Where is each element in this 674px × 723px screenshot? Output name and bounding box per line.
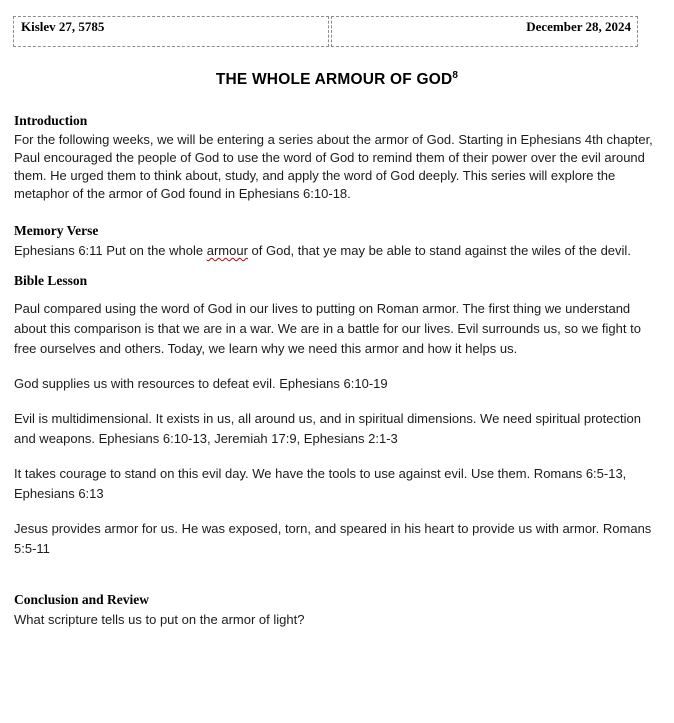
section-heading-conclusion: Conclusion and Review: [14, 592, 150, 607]
header-cell-hebrew-date: [13, 16, 329, 47]
header-cell-gregorian-date: [331, 16, 638, 47]
memory-verse-prefix: Ephesians 6:11 Put on the whole: [14, 243, 207, 258]
date-header-table: [13, 16, 638, 47]
bible-lesson-paragraph-3: Evil is multidimensional. It exists in us, all around us, and in spiritual dimensions. We need spiritual protection and weapons. Ephesians 6:10-13, Jeremiah 17:9, Ephesians 2:1-3: [14, 411, 641, 446]
document-title-text: THE WHOLE ARMOUR OF GOD: [215, 71, 453, 88]
bible-lesson-paragraph-1: Paul compared using the word of God in our lives to putting on Roman armor. The first thing we understand about this comparison is that we are in a war. We are in a battle for our lives. Evil surrounds us, so we fight to free ourselves and others. Today, we learn why we need this armor and how it helps us.: [14, 301, 641, 356]
introduction-paragraph: For the following weeks, we will be entering a series about the armor of God. Starting in Ephesians 4th chapter, Paul encouraged the people of God to use the word of God to remind them of their power over the evil around them. He urged them to think about, study, and apply the word of God deeply. This series will explore the metaphor of the armor of God found in Ephesians 6:10-18.: [14, 132, 653, 201]
bible-lesson-paragraph-5: Jesus provides armor for us. He was exposed, torn, and speared in his heart to provide us with armor. Romans 5:5-11: [14, 521, 652, 556]
memory-verse-suffix: of God, that ye may be able to stand against the wiles of the devil.: [247, 243, 631, 258]
bible-lesson-paragraph-2: God supplies us with resources to defeat evil. Ephesians 6:10-19: [14, 376, 388, 391]
footnote-marker: 8: [452, 69, 459, 81]
section-heading-memory-verse: Memory Verse: [14, 223, 99, 238]
section-heading-bible-lesson: Bible Lesson: [14, 273, 88, 288]
document-title: [0, 70, 674, 89]
misspelled-word[interactable]: armour: [206, 243, 248, 258]
hebrew-date: Kislev 27, 5785: [21, 19, 105, 34]
memory-verse-paragraph: [14, 240, 662, 261]
conclusion-question: What scripture tells us to put on the armor of light?: [14, 612, 305, 627]
bible-lesson-paragraph-4: It takes courage to stand on this evil day. We have the tools to use against evil. Use them. Romans 6:5-13, Ephesians 6:13: [14, 466, 627, 501]
section-memory-verse: [14, 223, 662, 261]
gregorian-date: December 28, 2024: [526, 19, 631, 34]
section-heading-introduction: Introduction: [14, 113, 88, 128]
section-bible-lesson: [14, 273, 662, 559]
section-introduction: [14, 113, 662, 203]
document-body: [14, 113, 662, 629]
section-conclusion-and-review: [14, 592, 662, 629]
